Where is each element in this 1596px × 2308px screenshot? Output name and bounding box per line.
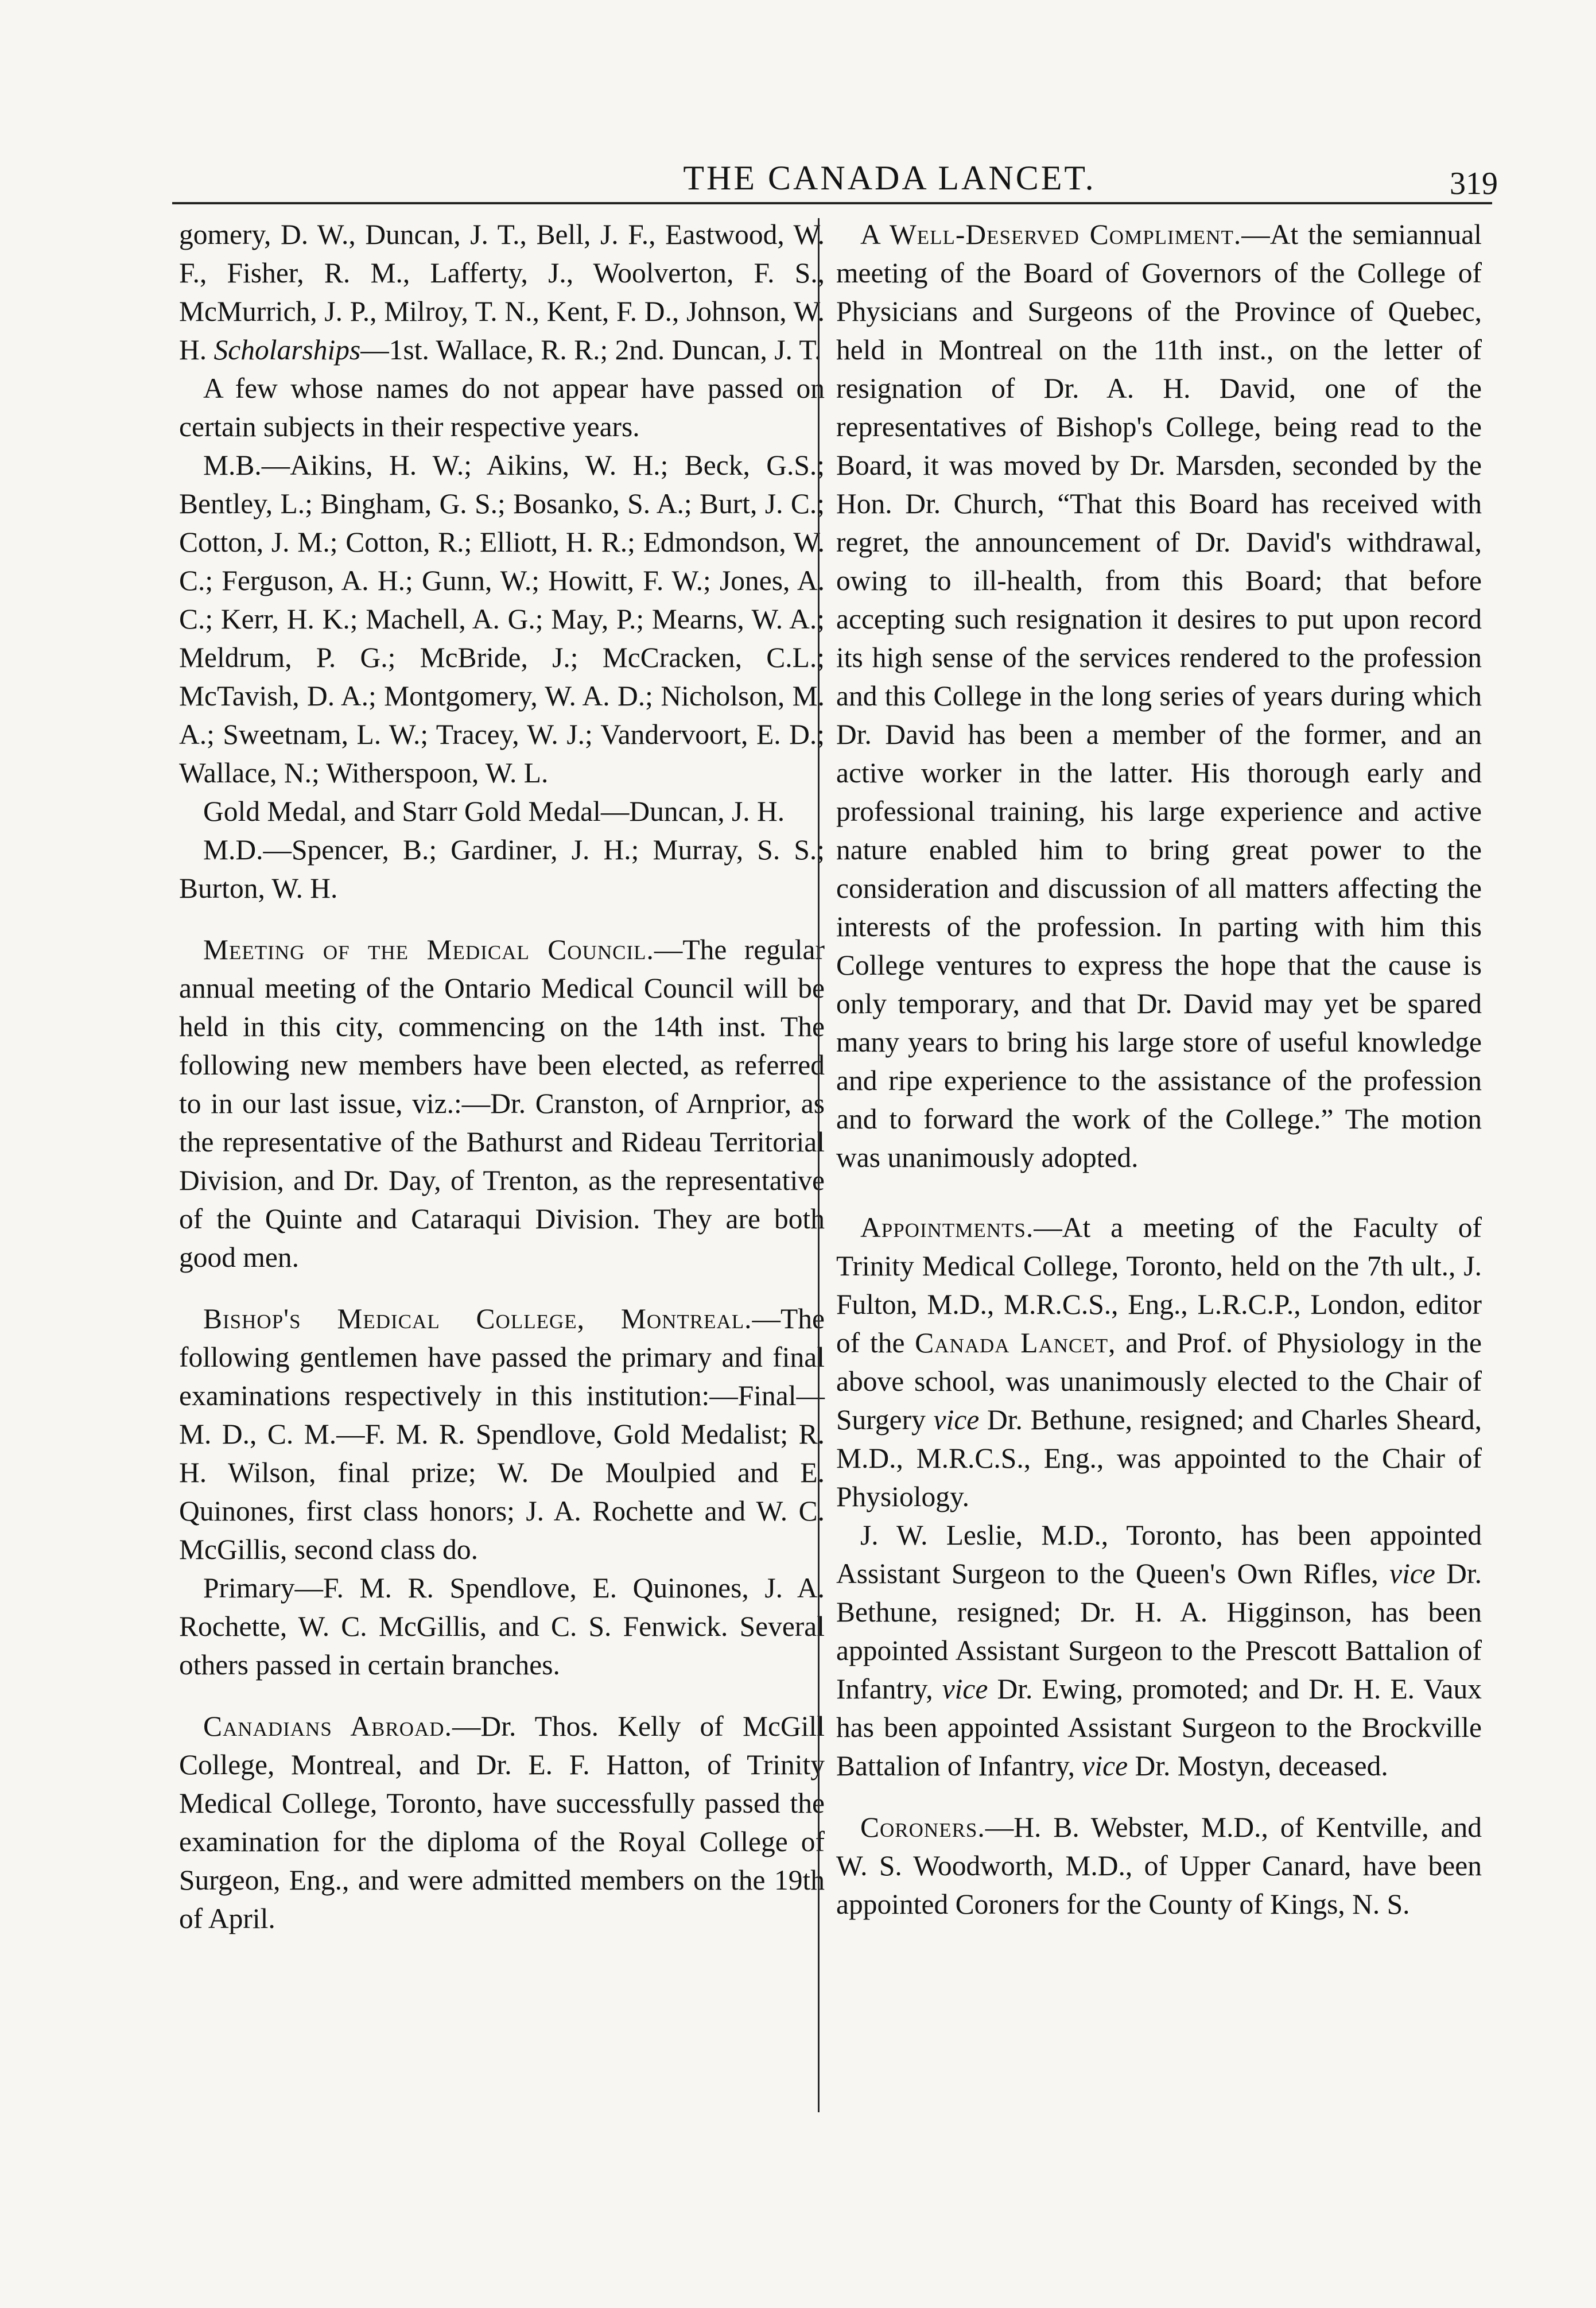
page-number: 319 <box>1450 166 1498 201</box>
medical-council-section <box>179 930 825 1277</box>
md-list: M.D.—Spencer, B.; Gardiner, J. H.; Murray, S. S.; Burton, W. H. <box>179 834 825 904</box>
compliment-section <box>836 215 1482 1177</box>
appointments-text-part-2: , and Prof. of Physiology in the above school, was unanimously elected to the Chair of Surgery <box>836 1327 1482 1436</box>
leslie-vice-1: vice <box>1389 1558 1435 1589</box>
scholarships-text: —1st. Wallace, R. R.; 2nd. Duncan, J. T. <box>360 334 822 366</box>
primary-exam-list: Primary—F. M. R. Spendlove, E. Quinones, J. A. Rochette, W. C. McGillis, and C. S. Fenwick. Several others passed in certain branches. <box>179 1572 825 1681</box>
appointments-text-part-1: —At a meeting of the Faculty of Trinity Medical College, Toronto, held on the 7th ult., J. Fulton, M.D., M.R.C.S., Eng., L.R.C.P., London, editor of the <box>836 1212 1482 1359</box>
coroners-heading: Coroners. <box>860 1812 985 1843</box>
leslie-appointment-section <box>836 1516 1482 1785</box>
bishops-college-section <box>179 1300 825 1569</box>
canadians-abroad-text: —Dr. Thos. Kelly of McGill College, Montreal, and Dr. E. F. Hatton, of Trinity Medical College, Toronto, have successfully passed the examination for the diploma of the Royal College of Surgeon, Eng., and were admitted members on the 19th of April. <box>179 1710 825 1934</box>
left-column <box>179 215 825 2138</box>
header-rule <box>172 202 1492 204</box>
appointments-heading: Appointments. <box>860 1212 1034 1243</box>
partial-passes-note: A few whose names do not appear have passed on certain subjects in their respective years. <box>179 373 825 443</box>
coroners-section <box>836 1808 1482 1923</box>
canadians-abroad-heading: Canadians Abroad. <box>203 1710 452 1742</box>
canadians-abroad-section <box>179 1707 825 1938</box>
leslie-vice-3: vice <box>1082 1750 1128 1782</box>
compliment-heading: A Well-Deserved Compliment. <box>860 219 1242 250</box>
column-divider <box>818 218 820 2112</box>
appointments-vice: vice <box>933 1404 980 1436</box>
leslie-text-part-3: Dr. Ewing, promoted; and Dr. H. E. Vaux has been appointed Assistant Surgeon to the Brockville Battalion of Infantry, <box>836 1673 1482 1782</box>
leslie-text-part-4: Dr. Mostyn, deceased. <box>1128 1750 1388 1782</box>
appointments-journal-name: Canada Lancet <box>915 1327 1109 1359</box>
medical-council-text: —The regular annual meeting of the Ontario Medical Council will be held in this city, commencing on the 14th inst. The following new members have been elected, as referred to in our last issue, viz.:—Dr. Cranston, of Arnprior, as the representative of the Bathurst and Rideau Territorial Division, and Dr. Day, of Trenton, as the representative of the Quinte and Cataraqui Division. They are both good men. <box>179 934 825 1273</box>
graduates-list-continued <box>179 215 825 369</box>
journal-title: THE CANADA LANCET. <box>683 159 1096 197</box>
mb-list: M.B.—Aikins, H. W.; Aikins, W. H.; Beck, G.S.; Bentley, L.; Bingham, G. S.; Bosanko, S. A.; Burt, J. C.; Cotton, J. M.; Cotton, R.; Elliott, H. R.; Edmondson, W. C.; Ferguson, A. H.; Gunn, W.; Howitt, F. W.; Jones, A. C.; Kerr, H. K.; Machell, A. G.; May, P.; Mearns, W. A.; Meldrum, P. G.; McBride, J.; McCracken, C.L.; McTavish, D. A.; Montgomery, W. A. D.; Nicholson, M. A.; Sweetnam, L. W.; Tracey, W. J.; Vandervoort, E. D.; Wallace, N.; Witherspoon, W. L. <box>179 449 825 789</box>
appointments-text-part-3: Dr. Bethune, resigned; and Charles Sheard, M.D., M.R.C.S., Eng., was appointed to the Chair of Physiology. <box>836 1404 1482 1512</box>
leslie-text-part-2: Dr. Bethune, resigned; Dr. H. A. Higginson, has been appointed Assistant Surgeon to the Prescott Battalion of Infantry, <box>836 1558 1482 1705</box>
running-head <box>172 155 1498 207</box>
leslie-text-part-1: J. W. Leslie, M.D., Toronto, has been appointed Assistant Surgeon to the Queen's Own Rifles, <box>836 1519 1482 1589</box>
bishops-college-text: —The following gentlemen have passed the primary and final examinations respectively in this institution:—Final—M. D., C. M.—F. M. R. Spendlove, Gold Medalist; R. H. Wilson, final prize; W. De Moulpied and E. Quinones, first class honors; J. A. Rochette and W. C. McGillis, second class do. <box>179 1303 825 1565</box>
graduates-names: gomery, D. W., Duncan, J. T., Bell, J. F., Eastwood, W. F., Fisher, R. M., Lafferty, J., Woolverton, F. S., McMurrich, J. P., Milroy, T. N., Kent, F. D., Johnson, W. H. <box>179 219 825 366</box>
scholarships-label: Scholarships <box>213 334 361 366</box>
appointments-section <box>836 1208 1482 1516</box>
right-column <box>836 215 1482 2138</box>
medical-council-heading: Meeting of the Medical Council. <box>203 934 654 965</box>
leslie-vice-2: vice <box>942 1673 988 1705</box>
gold-medal-note: Gold Medal, and Starr Gold Medal—Duncan, J. H. <box>203 796 785 827</box>
coroners-text: —H. B. Webster, M.D., of Kentville, and W. S. Woodworth, M.D., of Upper Canard, have been appointed Coroners for the County of Kings, N. S. <box>836 1812 1482 1920</box>
bishops-college-heading: Bishop's Medical College, Montreal. <box>203 1303 752 1335</box>
compliment-text: —At the semiannual meeting of the Board of Governors of the College of Physicians and Surgeons of the Province of Quebec, held in Montreal on the 11th inst., on the letter of resignation of Dr. A. H. David, one of the representatives of Bishop's College, being read to the Board, it was moved by Dr. Marsden, seconded by the Hon. Dr. Church, “That this Board has received with regret, the announcement of Dr. David's withdrawal, owing to ill-health, from this Board; that before accepting such resignation it desires to put upon record its high sense of the services rendered to the profession and this College in the long series of years during which Dr. David has been a member of the former, and an active worker in the latter. His thorough early and professional training, his large experience and active nature enabled him to bring great power to the consideration and discussion of all matters affecting the interests of the profession. In parting with him this College ventures to express the hope that the cause is only temporary, and that Dr. David may yet be spared many years to bring his large store of useful knowledge and ripe experience to the assistance of the profession and to forward the work of the College.” The motion was unanimously adopted. <box>836 219 1482 1173</box>
